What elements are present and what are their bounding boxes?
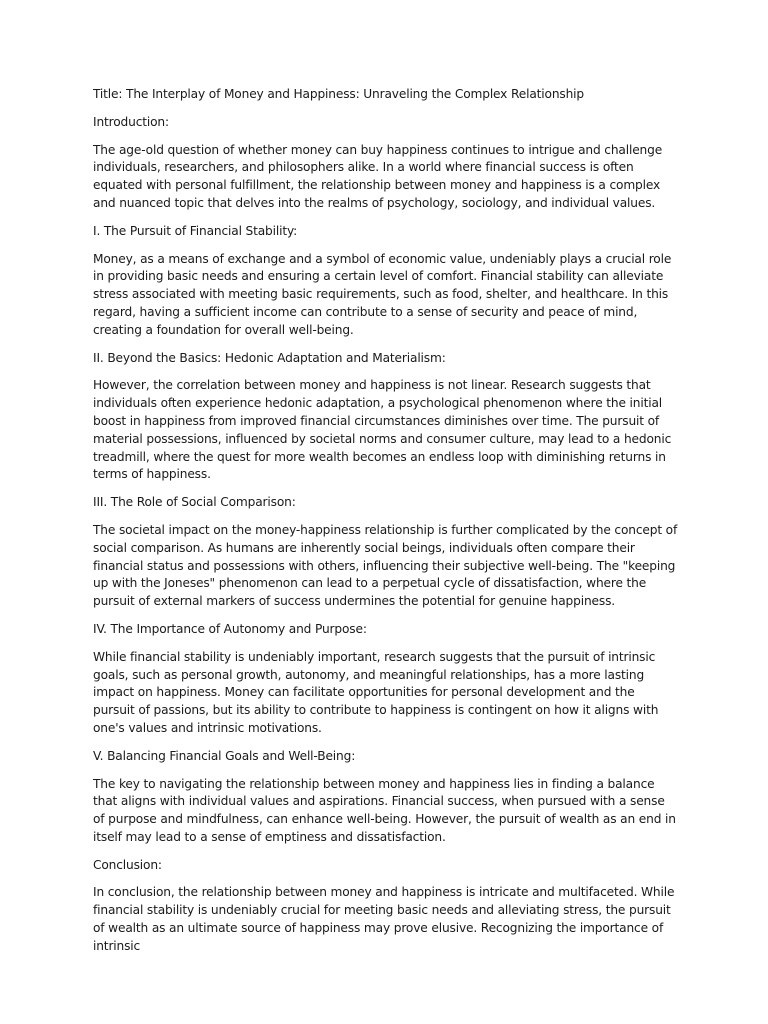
section-heading: IV. The Importance of Autonomy and Purpose: xyxy=(93,621,367,636)
conclusion-paragraph: In conclusion, the relationship between money and happiness is intricate and multifaceted. While financial stability is undeniably crucial for meeting basic needs and alleviating stress, the pursuit of wealth as an ultimate source of happiness may prove elusive. Recognizing the importance of intrinsic xyxy=(93,885,675,953)
section-paragraph: The societal impact on the money-happiness relationship is further complicated by the concept of social comparison. As humans are inherently social beings, individuals often compare their financial status and possessions with others, influencing their subjective well-being. The "keeping up with the Joneses" phenomenon can lead to a perpetual cycle of dissatisfaction, where the pursuit of external markers of success undermines the potential for genuine happiness. xyxy=(93,522,678,609)
section-paragraph: The key to navigating the relationship between money and happiness lies in finding a balance that aligns with individual values and aspirations. Financial success, when pursued with a sense of purpose and mindfulness, can enhance well-being. However, the pursuit of wealth as an end in itself may lead to a sense of emptiness and dissatisfaction. xyxy=(93,776,676,844)
section-heading: II. Beyond the Basics: Hedonic Adaptation and Materialism: xyxy=(93,350,446,365)
introduction-heading: Introduction: xyxy=(93,114,169,129)
document-title: Title: The Interplay of Money and Happiness: Unraveling the Complex Relationship xyxy=(93,87,584,101)
section-heading: III. The Role of Social Comparison: xyxy=(93,495,296,510)
section-paragraph: Money, as a means of exchange and a symbol of economic value, undeniably plays a crucial role in providing basic needs and ensuring a certain level of comfort. Financial stability can alleviate stress associated with meeting basic requirements, such as food, shelter, and healthcare. In this regard, having a sufficient income can contribute to a sense of security and peace of mind, creating a foundation for overall well-being. xyxy=(93,251,672,337)
section-heading: I. The Pursuit of Financial Stability: xyxy=(93,223,298,238)
section-heading: V. Balancing Financial Goals and Well-Being: xyxy=(93,748,356,763)
section-paragraph: While financial stability is undeniably important, research suggests that the pursuit of intrinsic goals, such as personal growth, autonomy, and meaningful relationships, has a more lasting impact on happiness. Money can facilitate opportunities for personal development and the pursuit of passions, but its ability to contribute to happiness is contingent on how it aligns with one's values and intrinsic motivations. xyxy=(93,649,659,735)
section-paragraph: However, the correlation between money and happiness is not linear. Research suggests that individuals often experience hedonic adaptation, a psychological phenomenon where the initial boost in happiness from improved financial circumstances diminishes over time. The pursuit of material possessions, influenced by societal norms and consumer culture, may lead to a hedonic treadmill, where the quest for more wealth becomes an endless loop with diminishing returns in terms of happiness. xyxy=(93,378,672,482)
introduction-paragraph: The age-old question of whether money can buy happiness continues to intrigue and challenge individuals, researchers, and philosophers alike. In a world where financial success is often equated with personal fulfillment, the relationship between money and happiness is a complex and nuanced topic that delves into the realms of psychology, sociology, and individual values. xyxy=(93,142,663,210)
document-body xyxy=(93,86,679,966)
conclusion-heading: Conclusion: xyxy=(93,857,162,872)
